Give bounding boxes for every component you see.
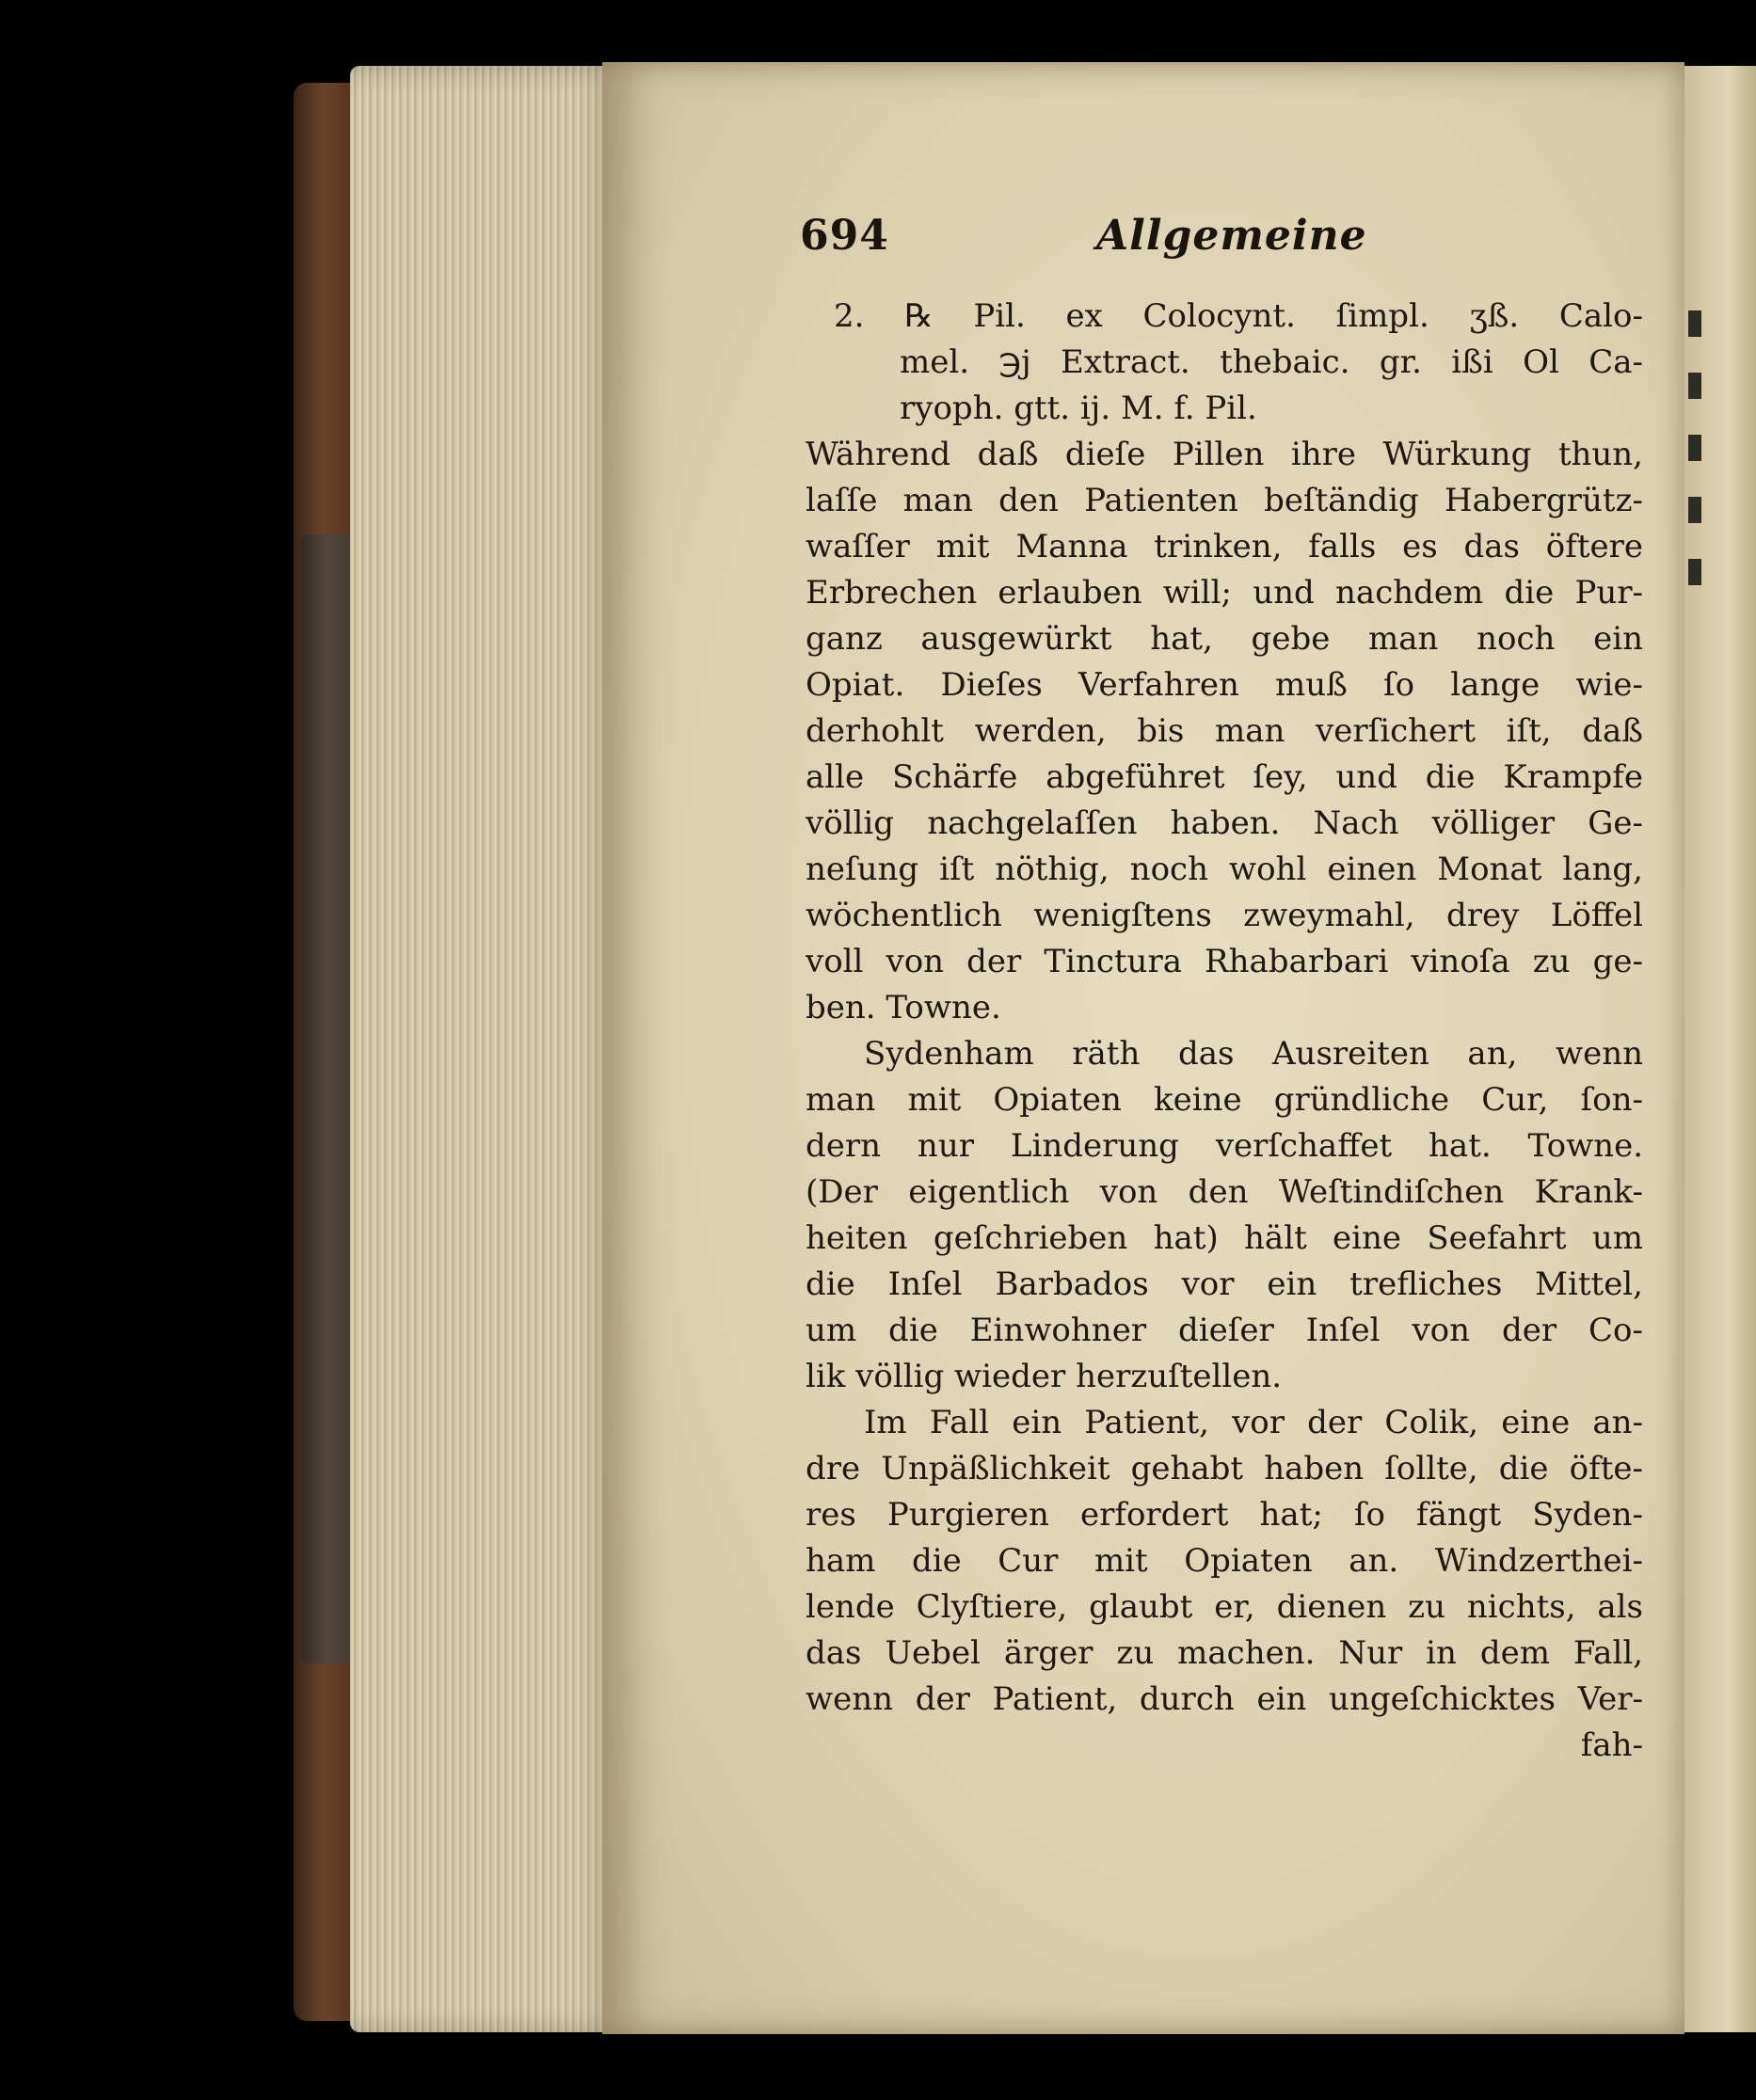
text-line: Sydenham räth das Ausreiten an, wenn [864, 1035, 1643, 1073]
page-header [800, 212, 1515, 268]
running-title: Allgemeine [1096, 212, 1367, 260]
facing-page-text-fragment [1688, 310, 1701, 612]
text-line: Erbrechen erlauben will; und nachdem die Pur- [806, 574, 1643, 612]
text-line: lende Clyſtiere, glaubt er, dienen zu nichts, als [806, 1588, 1643, 1626]
text-line: dern nur Linderung verſchaffet hat. Towne. [806, 1127, 1643, 1165]
text-line: (Der eigentlich von den Weſtindiſchen Krank- [806, 1173, 1643, 1211]
text-line: Während daß dieſe Pillen ihre Würkung thun, [806, 436, 1643, 473]
text-line: Opiat. Dieſes Verfahren muß ſo lange wie- [806, 666, 1643, 704]
text-line: heiten geſchrieben hat) hält eine Seefahrt um [806, 1219, 1643, 1257]
text-line: völlig nachgelaſſen haben. Nach völliger Ge- [806, 804, 1643, 842]
catchword: fah- [1580, 1726, 1643, 1764]
text-line: um die Einwohner dieſer Inſel von der Co- [806, 1312, 1643, 1349]
body-text [806, 294, 1643, 1769]
text-line: man mit Opiaten keine gründliche Cur, ſon- [806, 1081, 1643, 1119]
text-line: waſſer mit Manna trinken, falls es das öftere [806, 528, 1643, 565]
facing-page-edge [1684, 66, 1756, 2032]
text-line: mel. ℈j Extract. thebaic. gr. ißi Ol Ca- [900, 343, 1643, 381]
text-line: die Inſel Barbados vor ein trefliches Mittel, [806, 1265, 1643, 1303]
text-line: ben. Towne. [806, 989, 1001, 1026]
text-line: dre Unpäßlichkeit gehabt haben ſollte, die öfte- [806, 1450, 1643, 1488]
text-line: lik völlig wieder herzuſtellen. [806, 1358, 1283, 1395]
text-line: wenn der Patient, durch ein ungeſchicktes Ver- [806, 1680, 1643, 1718]
text-line: ganz ausgewürkt hat, gebe man noch ein [806, 620, 1643, 658]
text-line: Im Fall ein Patient, vor der Colik, eine an- [864, 1404, 1643, 1441]
text-line: derhohlt werden, bis man verſichert iſt, daß [806, 712, 1643, 750]
text-line: 2. ℞ Pil. ex Colocynt. ſimpl. ʒß. Calo- [834, 297, 1643, 335]
text-line: ham die Cur mit Opiaten an. Windzerthei- [806, 1542, 1643, 1580]
text-line: res Purgieren erfordert hat; ſo fängt Syden- [806, 1496, 1643, 1534]
text-line: das Uebel ärger zu machen. Nur in dem Fall, [806, 1634, 1643, 1672]
text-line: laſſe man den Patienten beſtändig Habergrütz- [806, 482, 1643, 519]
text-line: alle Schärfe abgeführet ſey, und die Krampfe [806, 758, 1643, 796]
page-number: 694 [800, 212, 889, 260]
page-stack-edge [350, 66, 623, 2032]
text-line: voll von der Tinctura Rhabarbari vinoſa zu ge- [806, 943, 1643, 980]
text-line: ryoph. gtt. ij. M. f. Pil. [900, 390, 1257, 427]
text-line: wöchentlich wenigſtens zweymahl, drey Löffel [806, 897, 1643, 934]
text-line: neſung iſt nöthig, noch wohl einen Monat lang, [806, 851, 1643, 888]
